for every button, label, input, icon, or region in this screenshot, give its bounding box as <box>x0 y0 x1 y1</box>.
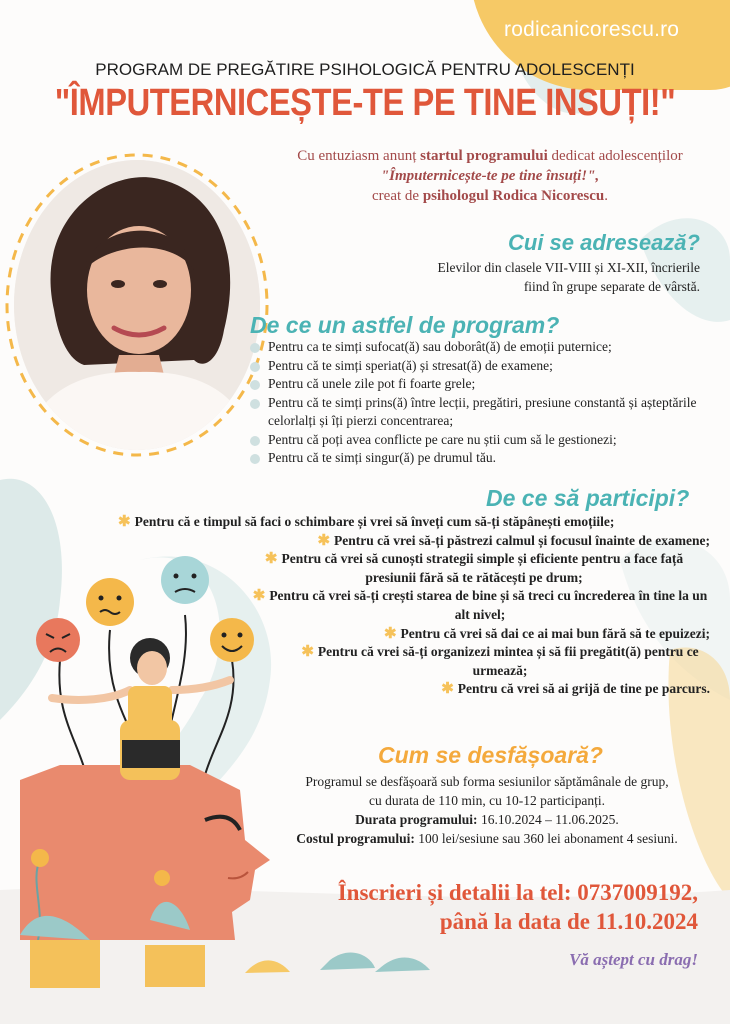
program-label: PROGRAM DE PREGĂTIRE PSIHOLOGICĂ PENTRU ADOLESCENȚI <box>95 60 635 79</box>
who-heading: Cui se adresează? <box>508 230 700 255</box>
worried-face-icon <box>86 578 134 626</box>
list-item: ✱ Pentru că vrei să-ți păstrezi calmul și focusul înainte de examene; <box>317 532 710 549</box>
portrait-photo <box>14 160 260 450</box>
who-text: Elevilor din clasele VII-VIII și XI-XII, încrierile fiind în grupe separate de vârstă. <box>437 260 700 294</box>
why-heading: De ce un astfel de program? <box>250 312 560 338</box>
list-item: Pentru că te simți prins(ă) între lecții, pregătiri, presiune constantă și așteptările celorlalți și îți pierzi concentrarea; <box>248 394 718 431</box>
happy-face-icon <box>210 618 254 662</box>
how-heading: Cum se desfășoară? <box>378 742 603 768</box>
list-item: ✱ Pentru că vrei să dai ce ai mai bun fără să te epuizezi; <box>383 625 710 642</box>
deadline-line: până la data de 11.10.2024 <box>439 909 698 934</box>
list-item: ✱ Pentru că vrei să cunoști strategii simple și eficiente pentru a face față presiunii fără să te rătăcești pe drum; <box>264 551 684 585</box>
signoff: Vă aștept cu drag! <box>569 950 698 969</box>
list-item: ✱ Pentru că vrei să-ți organizezi mintea și să fii pregătit(ă) pentru ce urmează; <box>301 644 699 678</box>
why-list <box>248 338 718 468</box>
star-icon: ✱ <box>317 532 331 549</box>
teen-balloons-illustration <box>0 540 280 1000</box>
list-item: Pentru ca te simți sufocat(ă) sau doborât(ă) de emoții puternice; <box>248 338 718 357</box>
main-title: "ÎMPUTERNICEȘTE-TE PE TINE INSUȚI!" <box>54 82 676 124</box>
phone-line[interactable]: Înscrieri și detalii la tel: 0737009192, <box>337 880 698 905</box>
woman-portrait-icon <box>14 160 260 450</box>
signup-info <box>300 878 698 936</box>
list-item: Pentru că unele zile pot fi foarte grele; <box>248 375 718 394</box>
list-item: Pentru că poți avea conflicte pe care nu știi cum să le gestionezi; <box>248 431 718 450</box>
star-icon: ✱ <box>383 625 397 642</box>
star-icon: ✱ <box>441 681 454 698</box>
angry-face-icon <box>36 618 80 662</box>
sad-face-icon <box>161 556 209 604</box>
website-link[interactable]: rodicanicorescu.ro <box>504 18 680 41</box>
program-name: "Împuternicește-te pe tine însuți!", <box>380 168 600 184</box>
list-item: ✱ Pentru că vrei să-ți crești starea de bine și să treci cu încrederea în tine la un alt nivel; <box>252 588 708 622</box>
how-text: Programul se desfășoară sub forma sesiunilor săptămânale de grup, cu durata de 110 min, cu 10-12 participanți. Durata programului: 16.10.2024 – 11.06.2025. Costul programului: 100 lei/sesiune sau 360 lei abonament 4 sesiuni. <box>296 774 678 846</box>
star-icon: ✱ <box>264 551 278 568</box>
star-icon: ✱ <box>118 514 131 530</box>
list-item: Pentru că te simți speriat(ă) și stresat(ă) de examene; <box>248 357 718 376</box>
intro-paragraph: Cu entuziasm anunț startul programului dedicat adolescenților "Împuternicește-te pe tine însuți!", creat de psihologul Rodica Nicorescu. <box>297 148 683 204</box>
list-item: Pentru că te simți singur(ă) pe drumul tău. <box>248 449 718 468</box>
star-icon: ✱ <box>301 644 314 661</box>
list-item: ✱ Pentru că vrei să ai grijă de tine pe parcurs. <box>441 681 710 698</box>
list-item: ✱ Pentru că e timpul să faci o schimbare și vrei să înveți cum să-ți stăpânești emoțiile; <box>118 514 615 530</box>
star-icon: ✱ <box>252 588 266 605</box>
participate-heading: De ce să participi? <box>486 485 690 511</box>
